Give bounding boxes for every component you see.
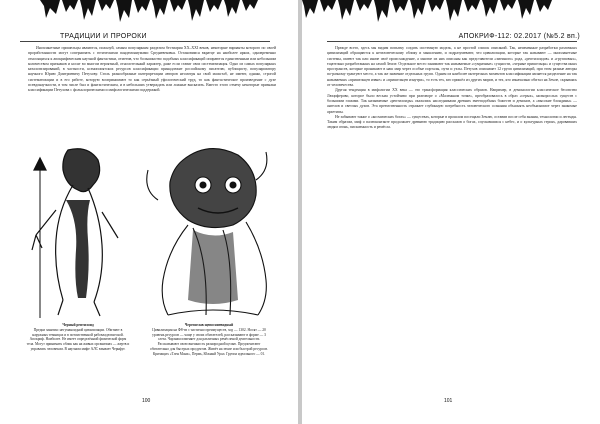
header-rule-left xyxy=(20,41,270,42)
illustration-black-reptiloid xyxy=(28,140,126,320)
page-number-right: 101 xyxy=(444,398,453,404)
caption-black-reptiloid xyxy=(26,323,130,352)
caption-skull-headed-creature xyxy=(150,323,268,357)
body-text-right xyxy=(327,46,577,416)
header-rule-right xyxy=(327,41,577,42)
right-page xyxy=(302,0,600,424)
caption-text: Цивилизация на Ф8-ти с частично преимуществ, ход — 1302. Носят — 20 уровень ресурсов — чаще у своих обитателей, рассказывают в форме — 3 слеза. Чарзнам изменяет для различных ремёсленой деятельности. Рассказывают свою внешность разнородной целью. Предпочитают обитательно для быстрых продуктов. Живёт на земле или быстрой ресурсов. Кричащих «Тлен Манх», Пермь, Южный Урал. Группа идеального — 01. xyxy=(150,327,268,356)
running-header-right: АПОКРИФ-112: 02.2017 (№5.2 вп.) xyxy=(458,33,580,40)
running-header-left: ТРАДИЦИИ И ПРОРОКИ xyxy=(60,33,147,40)
caption-title: Черепоглав щепосниевидный xyxy=(184,323,234,327)
body-text-left xyxy=(28,46,276,94)
page-number-left: 100 xyxy=(142,398,151,404)
caption-text: Предки занятия: негуманоидной цивилизации. Обитают в наружных темницах и в потомственной рабовладельческой. Апокриф. Наиболее. Не имеет определённой физической форм тела. Могут принимать облик как на живых организмах — жертв и управлять человеком. В научном мифе АЛС взывает Чернфуг. xyxy=(26,327,130,351)
paragraph: Не забывают также о «космических богах» — существах, которые в прошлом посещали Землю, оставив после себя знания, технологии и легенды. Таким образом, миф о палеоконтакте продолжает древнюю традицию рассказов о богах, спускавшихся с небес, и о культурных героях, даровавших людям огонь, письменность и ремёсла. xyxy=(327,114,577,130)
left-page xyxy=(0,0,298,424)
ornament-decoration-right xyxy=(302,0,600,30)
illustration-skull-headed-creature xyxy=(138,140,276,320)
paragraph: Инопланетные пришельцы являются, пожалуй, самым популярным разделом бестиария XX–XXI веков, некоторые варианты которого по своей проработанности могут соперничать с готическими пандемониумами Средневековья. Остановимся вкратце на наиболее ярких, одновременно относящихся к апокрифическим научной фантастики, отметив, что большинство подобных классификаций опираются единственным или небольшим количеством признаков и носят во многом вероятный, относительный характер, даже если ставят свои систематизация. Одно из самых популярных каталогизирований, в частности, ксенопоиятских ресурсов классификации принадлежит российскому писателю, публицисту, популяризатору научного Юрию Дмитриевичу Петухову. Столь разнообразные интерпретации авторов несмотря на свой масштаб, не имеют, однако, строгой систематизации и в его работе, которую воспринимают то как серьёзный уфологический труд, то как фантастическое произведение с духе псевдонаучности, в том числе был и фантастическим, и в небольших утверждать или ложные высказать. Вместо этого отмечу некоторые признаки классификации Петухова с фольклорическими и мифологическими поддержкой. xyxy=(28,46,276,93)
paragraph: Другая тенденция в мифологии XX века — это трансформация классических образов. Например, в демонологии классическое бесовство Люциферово, которое было весьма устойчиво при разговоре о «Маленьком точке», преобразовалось в образ «серых», низкорослых существ с большими глазами. Так называемые «рептилоиды» оказались наследниками древних змееподобных божеств и демонов, а «высокие блондины» — ангелов и светлых духов. Эта преемственность отражает глубинную потребность человеческого сознания объяснять необъяснимое через знакомые архетипы. xyxy=(327,88,577,114)
caption-title: Черный рептилоид xyxy=(62,323,94,327)
paragraph: Прежде всего, здесь мы видим попытку создать системную модель, а не простой список описаний. Так, неизменные разработки различных цивилизаций обращаются к нечеловеческому облику и мышлению, и подразумевают, что цивилизации, которые так называют — инопланетные системы, имеют так или иначе своё происхождение, а многие из них описаны как представители «змеиного» рода, «рептилоидов» и «групповых», тщательно разработанных на самой Земле. Отдельное место занимают так называемые «сумрачные» сущности, «черные пришельцы» и существа иных пространств, которые проникают в наш мир через особые порталы, пути и узлы. Петухов описывает 12 групп цивилизаций, при этом разные авторы по-разному трактуют место, а так же значение отдельных групп. Одним из наиболее интересных моментов классификации является разделение на так называемых «пришельцев извне» и «пришельцев изнутри», то есть тех, кто пришёл из других миров, и тех, кто изначально обитал на Земле, скрываясь от человечества. xyxy=(327,46,577,88)
ornament-decoration-left xyxy=(0,0,298,30)
